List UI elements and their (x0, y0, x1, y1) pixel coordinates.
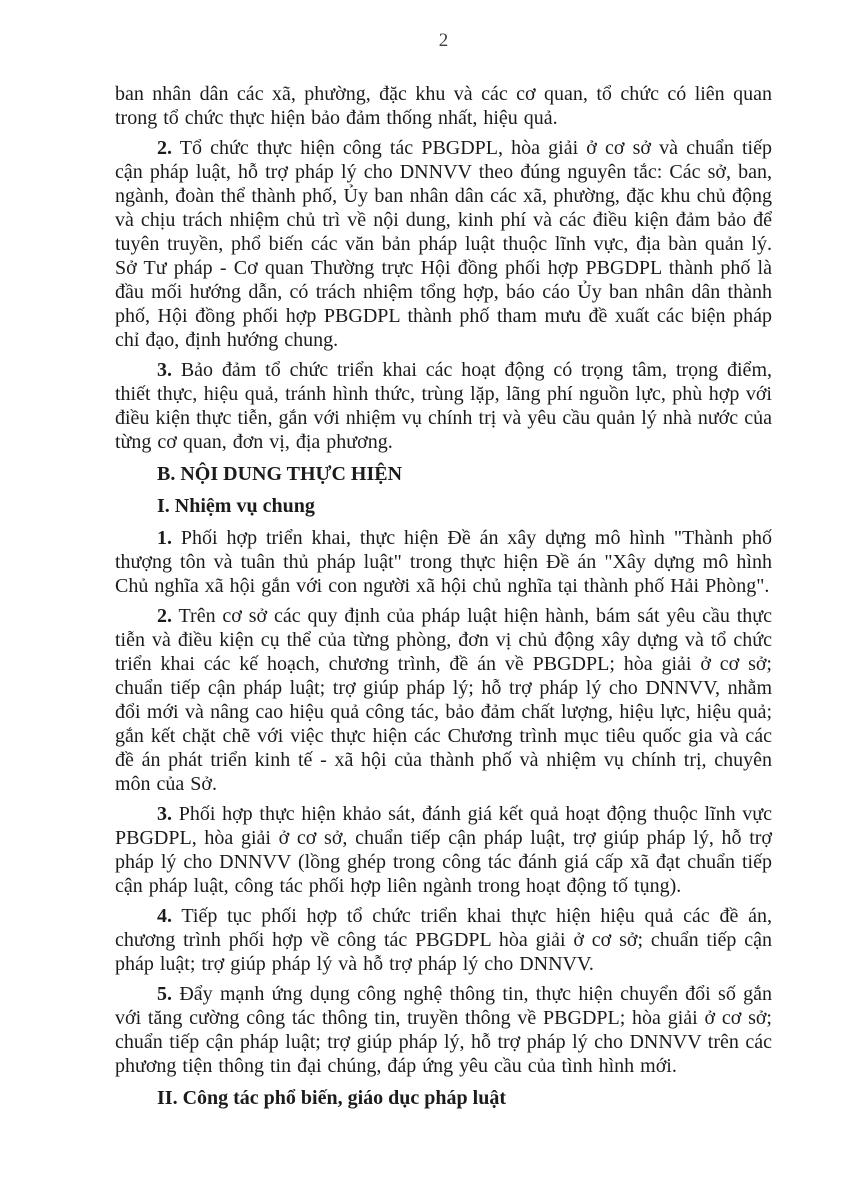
paragraph-b1 (115, 526, 772, 598)
paragraph-number: 3. (157, 803, 172, 825)
paragraph-number: 1. (157, 527, 172, 549)
paragraph-text: Bảo đảm tổ chức triển khai các hoạt động có trọng tâm, trọng điểm, thiết thực, hiệu quả, tránh hình thức, trùng lặp, lãng phí nguồn lực, phù hợp với điều kiện thực tiễn, gắn với nhiệm vụ chính trị và yêu cầu quản lý nhà nước của từng cơ quan, đơn vị, địa phương. (115, 359, 772, 453)
paragraph-text: Đẩy mạnh ứng dụng công nghệ thông tin, thực hiện chuyển đổi số gắn với tăng cường công tác thông tin, truyền thông về PBGDPL; hòa giải ở cơ sở; chuẩn tiếp cận pháp luật; trợ giúp pháp lý, hỗ trợ pháp lý cho DNNVV trên các phương tiện thông tin đại chúng, đáp ứng yêu cầu của tình hình mới. (115, 983, 772, 1077)
paragraph-number: 2. (157, 605, 172, 627)
paragraph-a2 (115, 136, 772, 352)
paragraph-number: 3. (157, 359, 172, 381)
paragraph-text: Tiếp tục phối hợp tổ chức triển khai thực hiện hiệu quả các đề án, chương trình phối hợp về công tác PBGDPL hòa giải ở cơ sở; chuẩn tiếp cận pháp luật; trợ giúp pháp lý và hỗ trợ pháp lý cho DNNVV. (115, 905, 772, 975)
section-heading-ii: II. Công tác phổ biến, giáo dục pháp luật (157, 1087, 506, 1109)
paragraph-number: 5. (157, 983, 172, 1005)
paragraph-b3 (115, 802, 772, 898)
paragraph-number: 4. (157, 905, 172, 927)
paragraph-number: 2. (157, 137, 172, 159)
paragraph-text: Tổ chức thực hiện công tác PBGDPL, hòa giải ở cơ sở và chuẩn tiếp cận pháp luật, hỗ trợ pháp lý cho DNNVV theo đúng nguyên tắc: Các sở, ban, ngành, đoàn thể thành phố, Ủy ban nhân dân các xã, phường, đặc khu chủ động và chịu trách nhiệm chủ trì về nội dung, kinh phí và các điều kiện đảm bảo để tuyên truyền, phổ biến các văn bản pháp luật thuộc lĩnh vực, địa bàn quản lý. Sở Tư pháp - Cơ quan Thường trực Hội đồng phối hợp PBGDPL thành phố là đầu mối hướng dẫn, có trách nhiệm tổng hợp, báo cáo Ủy ban nhân dân thành phố, Hội đồng phối hợp PBGDPL thành phố tham mưu đề xuất các biện pháp chỉ đạo, định hướng chung. (115, 137, 772, 351)
paragraph-text: ban nhân dân các xã, phường, đặc khu và các cơ quan, tổ chức có liên quan trong tổ chức thực hiện bảo đảm thống nhất, hiệu quả. (115, 83, 772, 129)
paragraph-text: Phối hợp thực hiện khảo sát, đánh giá kết quả hoạt động thuộc lĩnh vực PBGDPL, hòa giải ở cơ sở, chuẩn tiếp cận pháp luật, trợ giúp pháp lý, hỗ trợ pháp lý cho DNNVV (lồng ghép trong công tác đánh giá cấp xã đạt chuẩn tiếp cận pháp luật, công tác phối hợp liên ngành trong hoạt động tố tụng). (115, 803, 773, 897)
paragraph-a3 (115, 358, 772, 454)
paragraph-continuation (115, 82, 772, 130)
page-number: 2 (438, 30, 449, 51)
paragraph-text: Phối hợp triển khai, thực hiện Đề án xây dựng mô hình "Thành phố thượng tôn và tuân thủ pháp luật" trong thực hiện Đề án "Xây dựng mô hình Chủ nghĩa xã hội gắn với con người xã hội chủ nghĩa tại thành phố Hải Phòng". (115, 527, 772, 597)
paragraph-b5 (115, 982, 772, 1078)
section-heading-b: B. NỘI DUNG THỰC HIỆN (157, 463, 403, 485)
paragraph-b4 (115, 904, 772, 976)
section-heading-i: I. Nhiệm vụ chung (157, 495, 315, 517)
paragraph-b2 (115, 604, 772, 796)
paragraph-text: Trên cơ sở các quy định của pháp luật hiện hành, bám sát yêu cầu thực tiễn và điều kiện cụ thể của từng phòng, đơn vị chủ động xây dựng và tổ chức triển khai các kế hoạch, chương trình, đề án về PBGDPL; hòa giải ở cơ sở; chuẩn tiếp cận pháp luật; trợ giúp pháp lý; hỗ trợ pháp lý cho DNNVV, nhằm đổi mới và nâng cao hiệu quả công tác, bảo đảm chất lượng, hiệu lực, hiệu quả; gắn kết chặt chẽ với việc thực hiện các Chương trình mục tiêu quốc gia và các đề án phát triển kinh tế - xã hội của thành phố và nhiệm vụ chính trị, chuyên môn của Sở. (115, 605, 773, 795)
